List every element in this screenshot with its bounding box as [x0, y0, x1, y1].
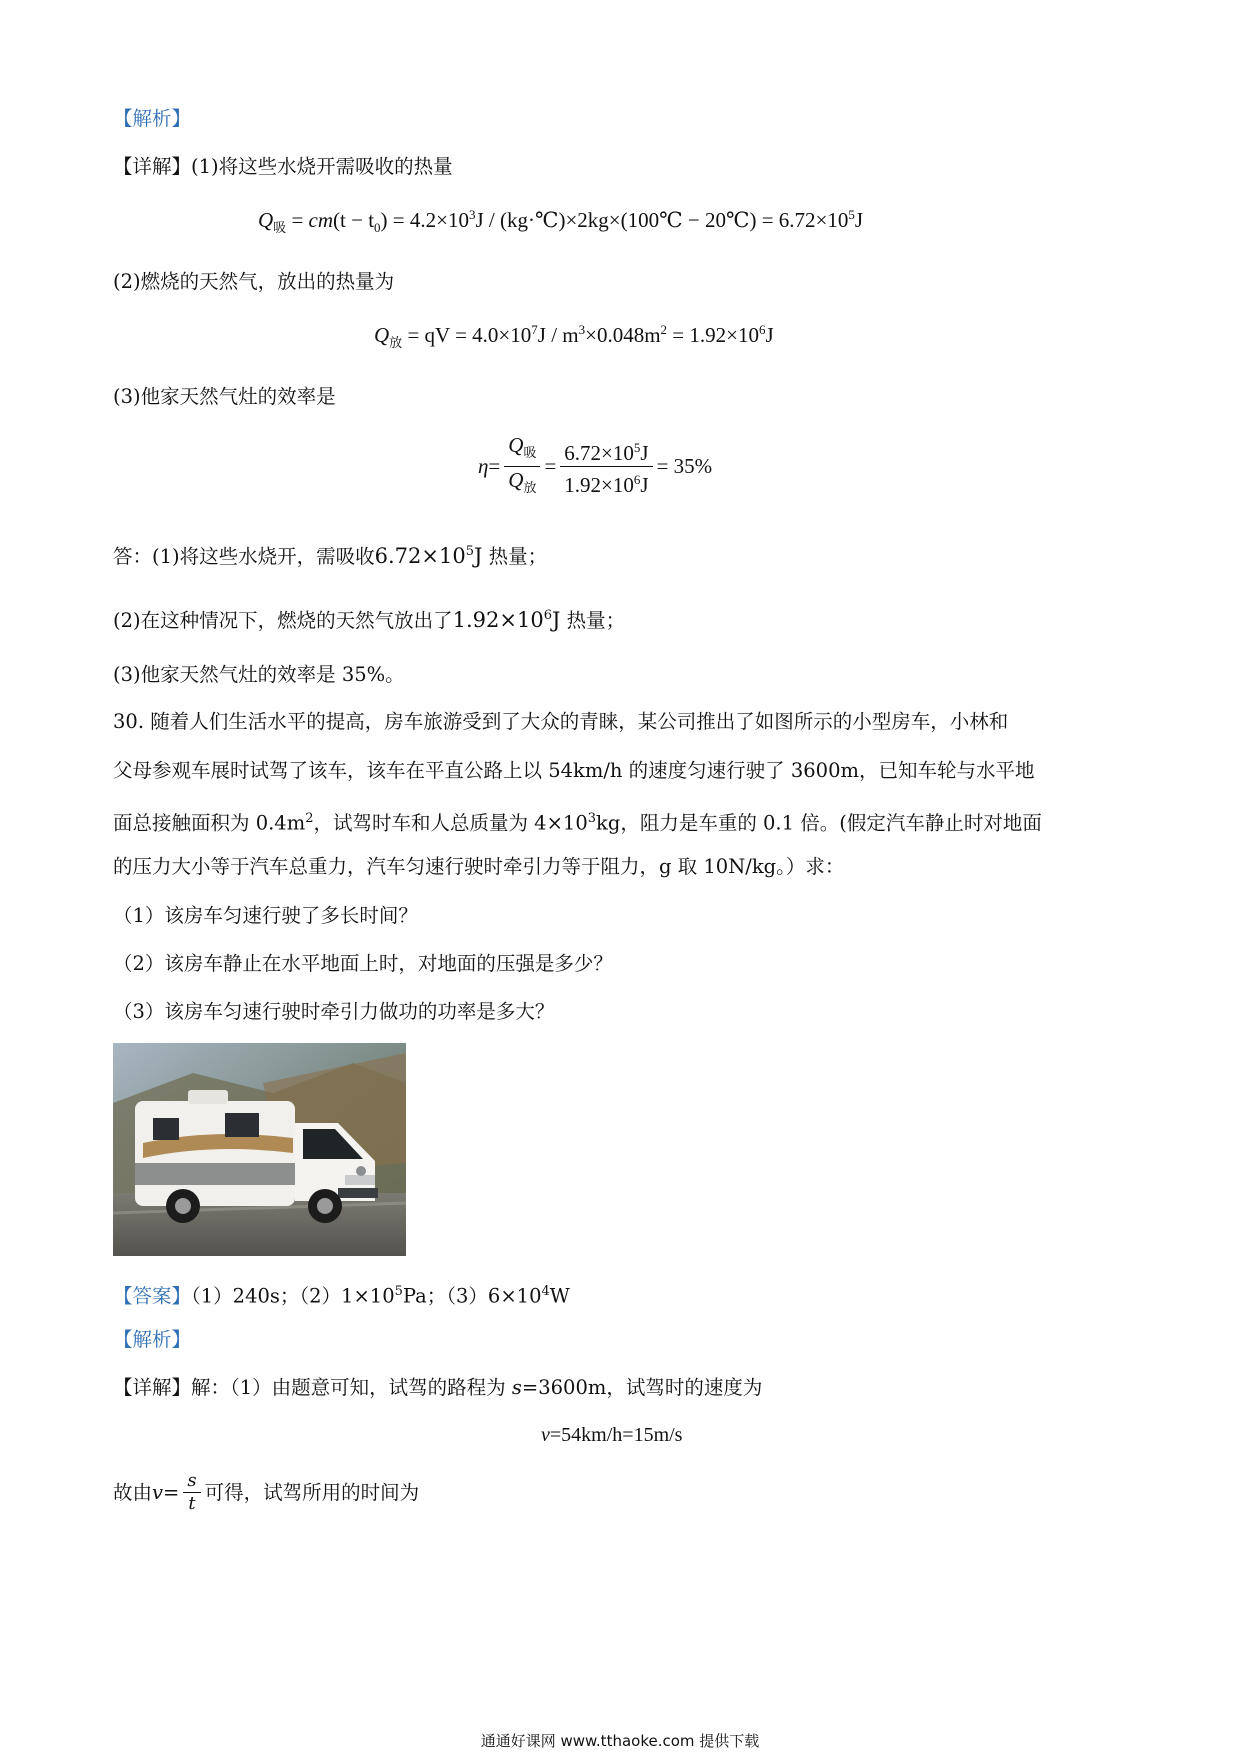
part3-text: (3)他家天然气灶的效率是	[113, 385, 336, 408]
answer-line-q30: 【答案】（1）240s；$(2)1\times 10^5Pa$；$(3)6\times 10^4W$	[113, 1284, 570, 1308]
equation-heat-absorbed: $Q_吸 = cm(t - t_0) = 4.2\times 10^3J$ / (kg·℃)×2kg×(100℃ − 20℃) = $6.72\times 10^5J$	[258, 207, 864, 236]
sub-question-2: （2）该房车静止在水平地面上时，对地面的压强是多少？	[113, 952, 613, 975]
answer-line-2: (2)在这种情况下，燃烧的天然气放出了$1.92\times 10^6J$ 热量；	[113, 608, 626, 632]
equation-efficiency: η = $\frac{Q_吸}{Q_放}$ = $\frac{6.72\times 10^5J}{1.92\times 10^6J}$ = 35%	[478, 432, 712, 501]
jiexi-heading-q30: 【解析】	[113, 1328, 192, 1351]
xiangjie-line-q30: 【详解】解：（1）由题意可知，试驾的路程为 s=3600m，试驾时的速度为	[113, 1376, 763, 1399]
answer-line-1: 答：(1)将这些水烧开，需吸收$6.72\times 10^5J$ 热量；	[113, 544, 548, 568]
jiexi-heading: 【解析】	[113, 107, 192, 130]
sub-question-3: （3）该房车匀速行驶时牵引力做功的功率是多大？	[113, 1000, 555, 1023]
last-line: 故由 v = $\frac{s}{t}$ 可得，试驾所用的时间为	[113, 1470, 420, 1514]
fraction-numeric: $\frac{6.72\times 10^5J}{1.92\times 10^6J}$	[560, 435, 652, 498]
xiangjie-line	[113, 153, 453, 181]
question-30-line-1: 30. 随着人们生活水平的提高，房车旅游受到了大众的青睐，某公司推出了如图所示的小型房车，小林和	[113, 710, 1009, 733]
part2-text: (2)燃烧的天然气，放出的热量为	[113, 270, 395, 293]
question-30-line-4: 的压力大小等于汽车总重力，汽车匀速行驶时牵引力等于阻力，g 取 10N/kg。）求：	[113, 855, 845, 878]
footer: 通通好课网 www.tthaoke.com 提供下载	[480, 1732, 760, 1750]
answer-line-3: (3)他家天然气灶的效率是 35%。	[113, 663, 405, 686]
xiangjie-text: (1)将这些水烧开需吸收的热量	[191, 155, 453, 178]
question-30-line-2: 父母参观车展时试驾了该车，该车在平直公路上以 54km/h 的速度匀速行驶了 3600m，已知车轮与水平地	[113, 759, 1035, 782]
question-30-line-3: 面总接触面积为 $0.4m^2$，试驾时车和人总质量为 $4\times 10^3kg$，阻力是车重的 0.1 倍。(假定汽车静止时对地面	[113, 811, 1042, 835]
velocity-equation: v=54km/h=15m/s	[541, 1424, 683, 1446]
motorhome-photo	[113, 1043, 406, 1256]
fraction-symbolic: $\frac{Q_吸}{Q_放}$	[504, 432, 540, 501]
sub-question-1: （1）该房车匀速行驶了多长时间？	[113, 904, 418, 927]
equation-heat-released: $Q_放$ = qV = $4.0\times 10^7J / m^3\times 0.048m^2 = 1.92\times 10^6J$	[374, 322, 774, 351]
xiangjie-tag: 【详解】	[113, 155, 192, 178]
answer-tag: 【答案】	[113, 1284, 192, 1308]
fraction-s-over-t: $\frac{s}{t}$	[183, 1470, 200, 1515]
